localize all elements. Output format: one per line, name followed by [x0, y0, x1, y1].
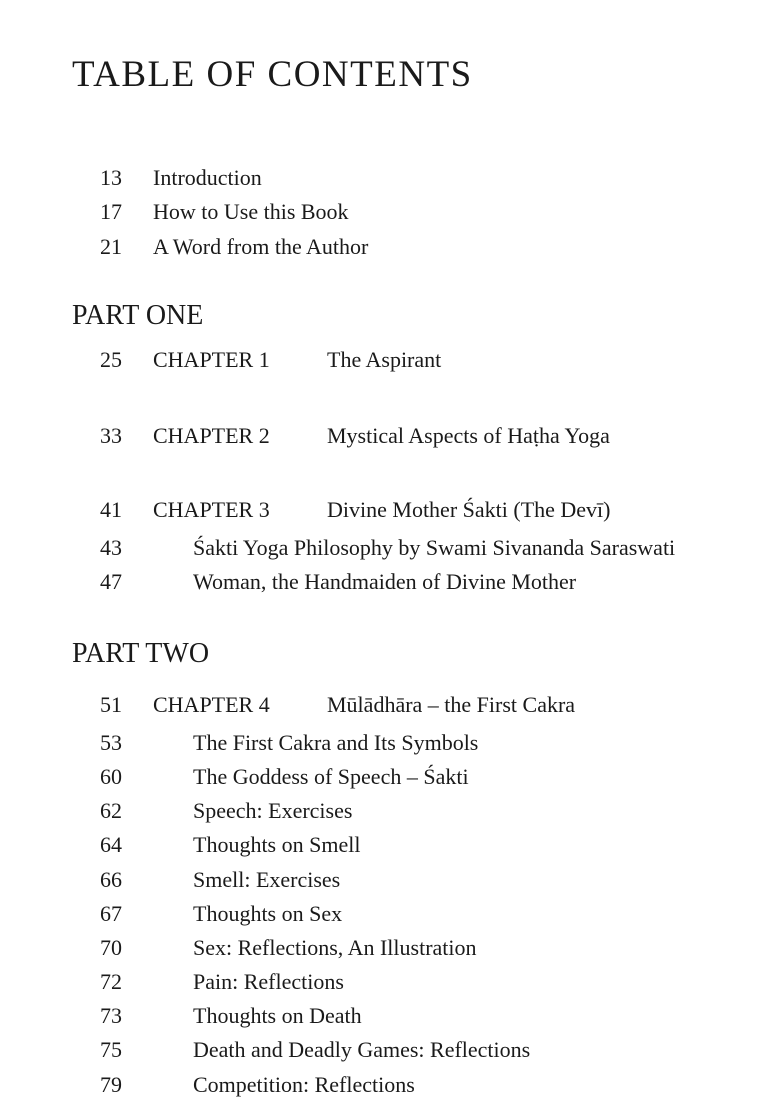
section-title: Sex: Reflections, An Illustration — [193, 935, 477, 960]
part-heading: PART TWO — [72, 638, 210, 669]
page-number: 79 — [100, 1072, 122, 1097]
section-title: Pain: Reflections — [193, 969, 344, 994]
section-title: Thoughts on Smell — [193, 832, 361, 857]
page-number: 25 — [100, 347, 122, 372]
chapter-label: CHAPTER 2 — [153, 423, 270, 448]
chapter-title: The Aspirant — [327, 347, 442, 372]
page-number: 13 — [100, 165, 122, 190]
page-number: 33 — [100, 423, 122, 448]
part-heading: PART ONE — [72, 300, 204, 331]
chapter-label: CHAPTER 3 — [153, 497, 270, 522]
page-number: 41 — [100, 497, 122, 522]
page-number: 51 — [100, 692, 122, 717]
page-number: 73 — [100, 1003, 122, 1028]
chapter-title: Divine Mother Śakti (The Devī) — [327, 497, 611, 522]
section-title: Smell: Exercises — [193, 867, 341, 892]
section-title: Śakti Yoga Philosophy by Swami Sivananda Saraswati — [193, 535, 676, 560]
chapter-label: CHAPTER 4 — [153, 692, 270, 717]
page-number: 72 — [100, 969, 122, 994]
page-number: 17 — [100, 199, 122, 224]
section-title: The First Cakra and Its Symbols — [193, 730, 479, 755]
section-title: The Goddess of Speech – Śakti — [193, 764, 469, 789]
chapter-title: Mystical Aspects of Haṭha Yoga — [327, 423, 610, 448]
page-number: 75 — [100, 1037, 122, 1062]
page-number: 66 — [100, 867, 122, 892]
entry-title: How to Use this Book — [153, 199, 349, 224]
section-title: Woman, the Handmaiden of Divine Mother — [193, 569, 577, 594]
page-number: 53 — [100, 730, 122, 755]
page-number: 67 — [100, 901, 122, 926]
section-title: Competition: Reflections — [193, 1072, 415, 1097]
page-number: 64 — [100, 832, 122, 857]
page-number: 47 — [100, 569, 122, 594]
section-title: Death and Deadly Games: Reflections — [193, 1037, 531, 1062]
page-number: 43 — [100, 535, 122, 560]
chapter-label: CHAPTER 1 — [153, 347, 270, 372]
page-number: 70 — [100, 935, 122, 960]
page-title: TABLE OF CONTENTS — [72, 54, 473, 95]
page-number: 21 — [100, 234, 122, 259]
section-title: Thoughts on Sex — [193, 901, 343, 926]
section-title: Speech: Exercises — [193, 798, 353, 823]
entry-title: Introduction — [153, 165, 262, 190]
chapter-title: Mūlādhāra – the First Cakra — [327, 692, 576, 717]
page-number: 62 — [100, 798, 122, 823]
page-number: 60 — [100, 764, 122, 789]
entry-title: A Word from the Author — [153, 234, 369, 259]
section-title: Thoughts on Death — [193, 1003, 362, 1028]
